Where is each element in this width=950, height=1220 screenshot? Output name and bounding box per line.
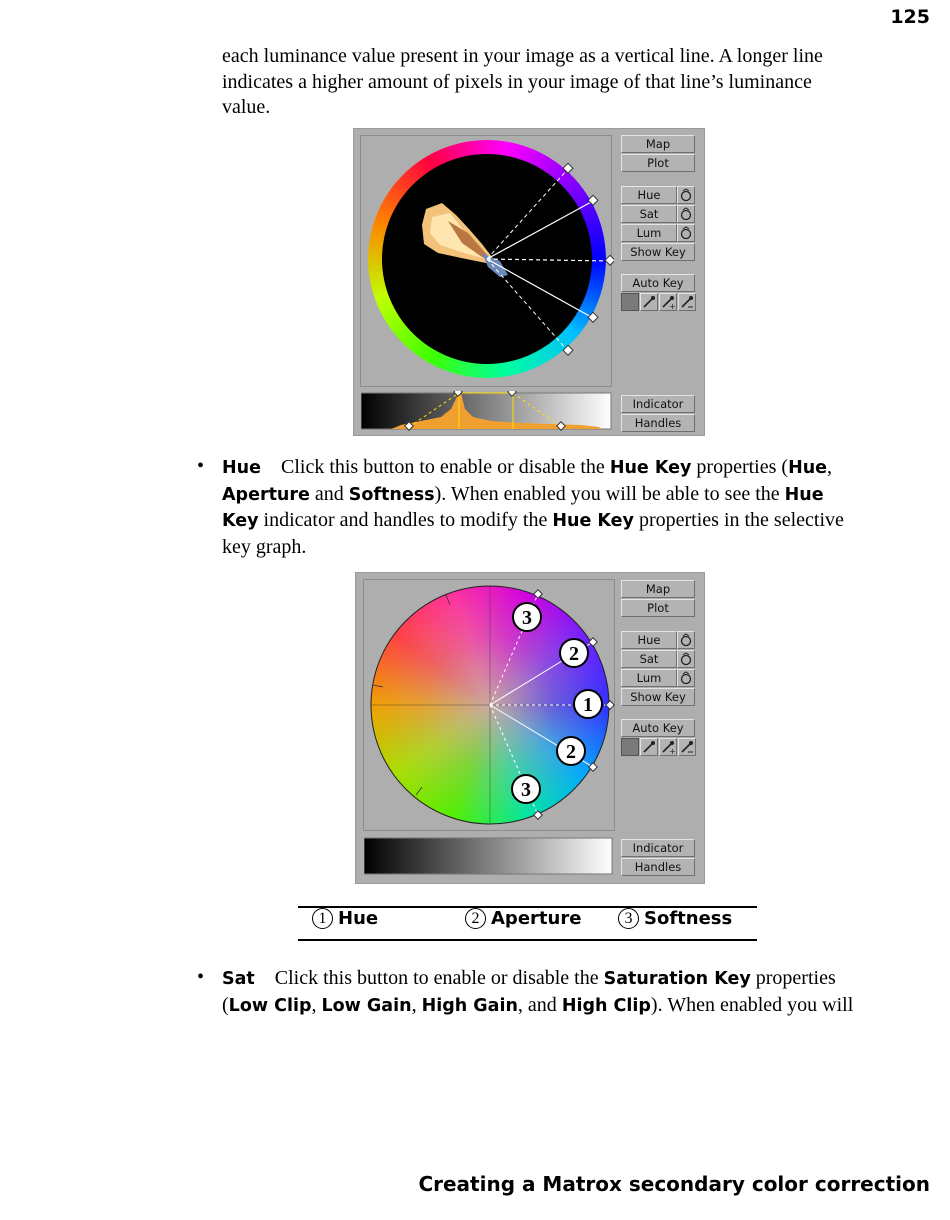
map-button[interactable]: Map	[621, 135, 695, 153]
intro-line-1: each luminance value present in your image as a vertical line. A longer line	[222, 45, 823, 67]
callout-softness-bottom	[512, 775, 540, 803]
handles-button[interactable]: Handles	[621, 858, 695, 876]
sat-text-6: , and	[517, 993, 562, 1016]
eyedropper-subtract-icon[interactable]	[678, 293, 696, 311]
hue-key-graph	[356, 573, 618, 835]
legend-item-hue	[312, 908, 378, 929]
selective-key-panel-2	[355, 572, 705, 884]
legend-bottom-rule	[298, 939, 757, 941]
sat-eyedropper-icon[interactable]	[677, 205, 695, 223]
callout-hue	[574, 690, 602, 718]
lum-button[interactable]: Lum	[621, 224, 677, 242]
high-gain-term: High Gain	[421, 995, 518, 1016]
hue-term: Hue	[222, 458, 261, 478]
hue-text-3: ,	[827, 456, 833, 478]
plot-button[interactable]: Plot	[621, 154, 695, 172]
svg-text:3: 3	[522, 607, 532, 629]
sat-text-5: ,	[411, 993, 422, 1016]
svg-text:1: 1	[583, 694, 593, 716]
page-number: 125	[890, 6, 930, 28]
low-gain-term: Low Gain	[321, 995, 412, 1016]
sat-text-1: Click this button to enable or disable the	[274, 967, 604, 989]
hue-term-2: Hue	[788, 458, 828, 478]
hue-text-7: properties in the selective	[633, 509, 844, 531]
sat-text-4: ,	[311, 993, 322, 1016]
intro-line-3: value.	[222, 96, 271, 118]
indicator-button[interactable]: Indicator	[621, 395, 695, 413]
hue-bullet-marker: •	[197, 455, 205, 477]
eyedropper-icon[interactable]	[640, 738, 658, 756]
hue-key-term: Hue Key	[609, 458, 692, 478]
hue-bullet-paragraph	[222, 455, 882, 560]
callout-aperture-bottom	[557, 737, 585, 765]
legend-label-softness: Softness	[644, 908, 733, 929]
sat-bullet-marker: •	[197, 966, 205, 988]
legend-num-1: 1	[312, 908, 333, 929]
luminance-gradient-bar	[364, 837, 616, 877]
auto-key-button[interactable]: Auto Key	[621, 274, 695, 292]
svg-text:+: +	[669, 747, 676, 755]
key-term: Key	[222, 511, 259, 531]
legend-item-softness	[618, 908, 732, 929]
sat-eyedropper-icon[interactable]	[677, 650, 695, 668]
key-color-swatch	[621, 293, 639, 311]
legend-label-hue: Hue	[338, 908, 379, 929]
legend-label-aperture: Aperture	[491, 908, 582, 929]
lum-eyedropper-icon[interactable]	[677, 224, 695, 242]
show-key-button[interactable]: Show Key	[621, 688, 695, 706]
aperture-term: Aperture	[222, 484, 310, 505]
hue-eyedropper-icon[interactable]	[677, 631, 695, 649]
hue-text-5: ). When enabled you will be able to see the	[434, 482, 785, 505]
saturation-key-term: Saturation Key	[603, 969, 751, 989]
low-clip-term: Low Clip	[228, 995, 312, 1016]
svg-text:2: 2	[566, 741, 576, 763]
handles-button[interactable]: Handles	[621, 414, 695, 432]
softness-term: Softness	[348, 484, 435, 505]
lum-eyedropper-icon[interactable]	[677, 669, 695, 687]
legend-item-aperture	[465, 908, 581, 929]
eyedropper-add-icon[interactable]	[659, 738, 677, 756]
sat-text-3: (	[222, 993, 229, 1016]
sat-text-2: properties	[750, 967, 836, 989]
show-key-button[interactable]: Show Key	[621, 243, 695, 261]
eyedropper-subtract-icon[interactable]	[678, 738, 696, 756]
key-color-swatch	[621, 738, 639, 756]
indicator-button[interactable]: Indicator	[621, 839, 695, 857]
intro-line-2: indicates a higher amount of pixels in your image of that line’s luminance	[222, 70, 812, 93]
hue-term-3: Hue	[784, 484, 824, 505]
hue-text-2: properties (	[691, 456, 789, 478]
svg-text:3: 3	[521, 779, 531, 801]
hue-text-1: Click this button to enable or disable the	[280, 456, 610, 478]
color-wheel-plot	[354, 129, 614, 389]
sat-term: Sat	[222, 969, 255, 989]
sat-button[interactable]: Sat	[621, 650, 677, 668]
eyedropper-icon[interactable]	[640, 293, 658, 311]
hue-button[interactable]: Hue	[621, 186, 677, 204]
auto-key-button[interactable]: Auto Key	[621, 719, 695, 737]
plot-button[interactable]: Plot	[621, 599, 695, 617]
callout-softness-top	[513, 603, 541, 631]
page-footer: Creating a Matrox secondary color correction	[418, 1172, 930, 1196]
sat-bullet-paragraph	[222, 966, 882, 1019]
hue-text-8: key graph.	[222, 535, 307, 558]
map-button[interactable]: Map	[621, 580, 695, 598]
eyedropper-add-icon[interactable]	[659, 293, 677, 311]
sat-text-7: ). When enabled you will	[650, 993, 854, 1016]
luminance-histogram	[361, 391, 615, 433]
legend-num-2: 2	[465, 908, 486, 929]
svg-text:+: +	[669, 302, 676, 310]
selective-key-panel-1	[353, 128, 705, 436]
intro-paragraph	[222, 44, 882, 121]
hue-text-4: and	[309, 482, 349, 505]
hue-button[interactable]: Hue	[621, 631, 677, 649]
callout-aperture-top	[560, 639, 588, 667]
hue-key-term-2: Hue Key	[552, 511, 634, 531]
lum-button[interactable]: Lum	[621, 669, 677, 687]
svg-text:2: 2	[569, 643, 579, 665]
legend-num-3: 3	[618, 908, 639, 929]
sat-button[interactable]: Sat	[621, 205, 677, 223]
hue-text-6: indicator and handles to modify the	[258, 509, 553, 531]
hue-eyedropper-icon[interactable]	[677, 186, 695, 204]
high-clip-term: High Clip	[561, 995, 651, 1016]
